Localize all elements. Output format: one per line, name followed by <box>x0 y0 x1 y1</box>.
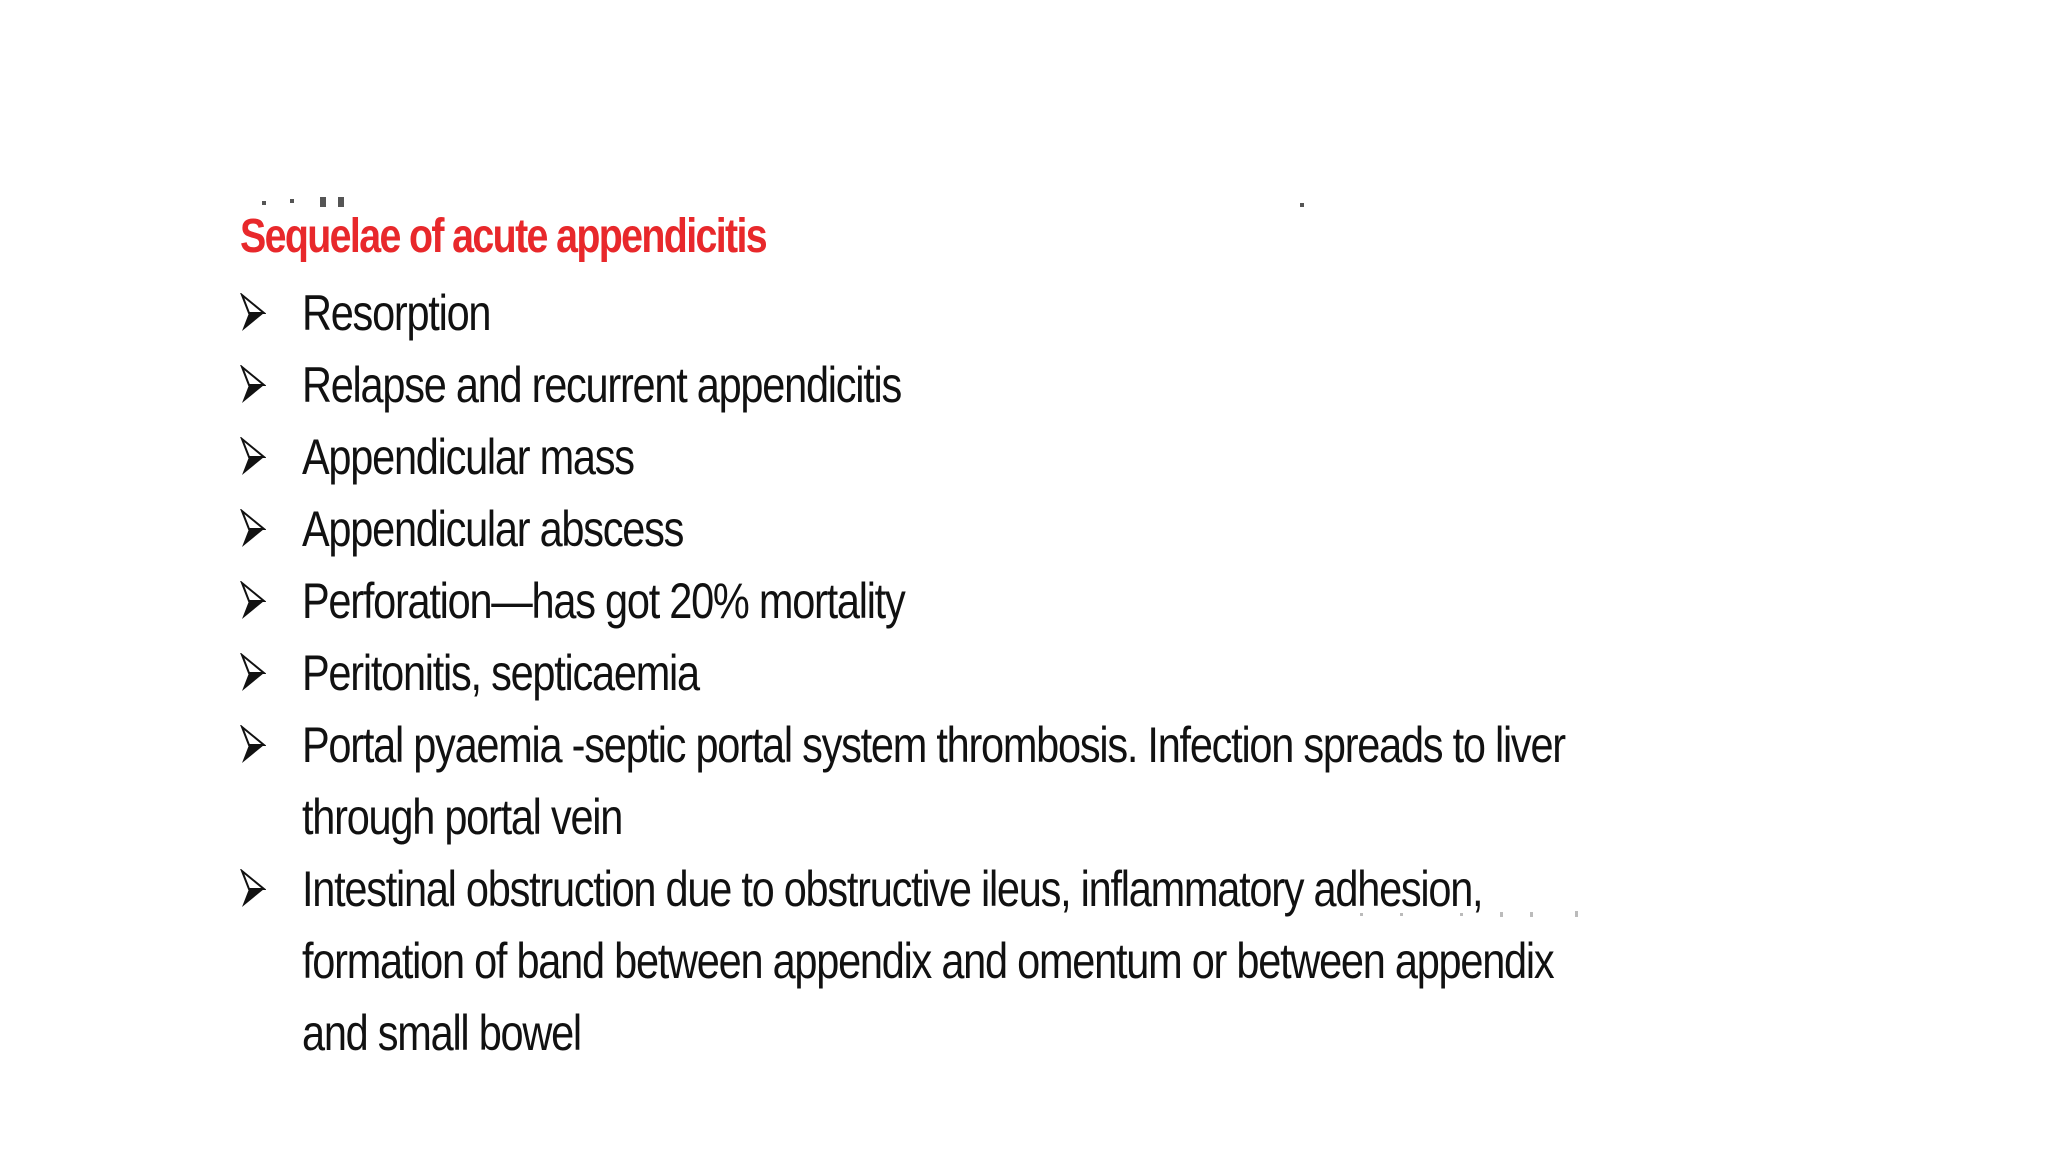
bullet-text: Resorption <box>302 285 491 341</box>
bullet-text: Peritonitis, septicaemia <box>302 645 699 701</box>
list-item <box>240 277 1860 349</box>
arrow-bullet-icon <box>240 853 302 925</box>
bullet-text: Intestinal obstruction due to obstructive ileus, inflammatory adhesion, formation of band between appendix and omentum or between appendix and small bowel <box>302 861 1554 1061</box>
arrow-bullet-icon <box>240 277 302 349</box>
arrow-bullet-icon <box>240 709 302 781</box>
list-item <box>240 421 1860 493</box>
bullet-text: Perforation—has got 20% mortality <box>302 573 905 629</box>
list-item <box>240 565 1860 637</box>
list-item <box>240 349 1860 421</box>
slide-content <box>240 205 1860 1069</box>
list-item <box>240 493 1860 565</box>
arrow-bullet-icon <box>240 637 302 709</box>
bullet-text: Appendicular mass <box>302 429 634 485</box>
bullet-text: Portal pyaemia -septic portal system thrombosis. Infection spreads to liver through portal vein <box>302 717 1565 845</box>
bullet-text: Appendicular abscess <box>302 501 684 557</box>
scan-artifact <box>290 199 294 203</box>
list-item <box>240 709 1860 853</box>
arrow-bullet-icon <box>240 349 302 421</box>
bullet-list <box>240 277 1860 1069</box>
slide-title: Sequelae of acute appendicitis <box>240 210 767 263</box>
arrow-bullet-icon <box>240 493 302 565</box>
bullet-text: Relapse and recurrent appendicitis <box>302 357 902 413</box>
arrow-bullet-icon <box>240 421 302 493</box>
list-item <box>240 853 1860 1069</box>
list-item <box>240 637 1860 709</box>
arrow-bullet-icon <box>240 565 302 637</box>
